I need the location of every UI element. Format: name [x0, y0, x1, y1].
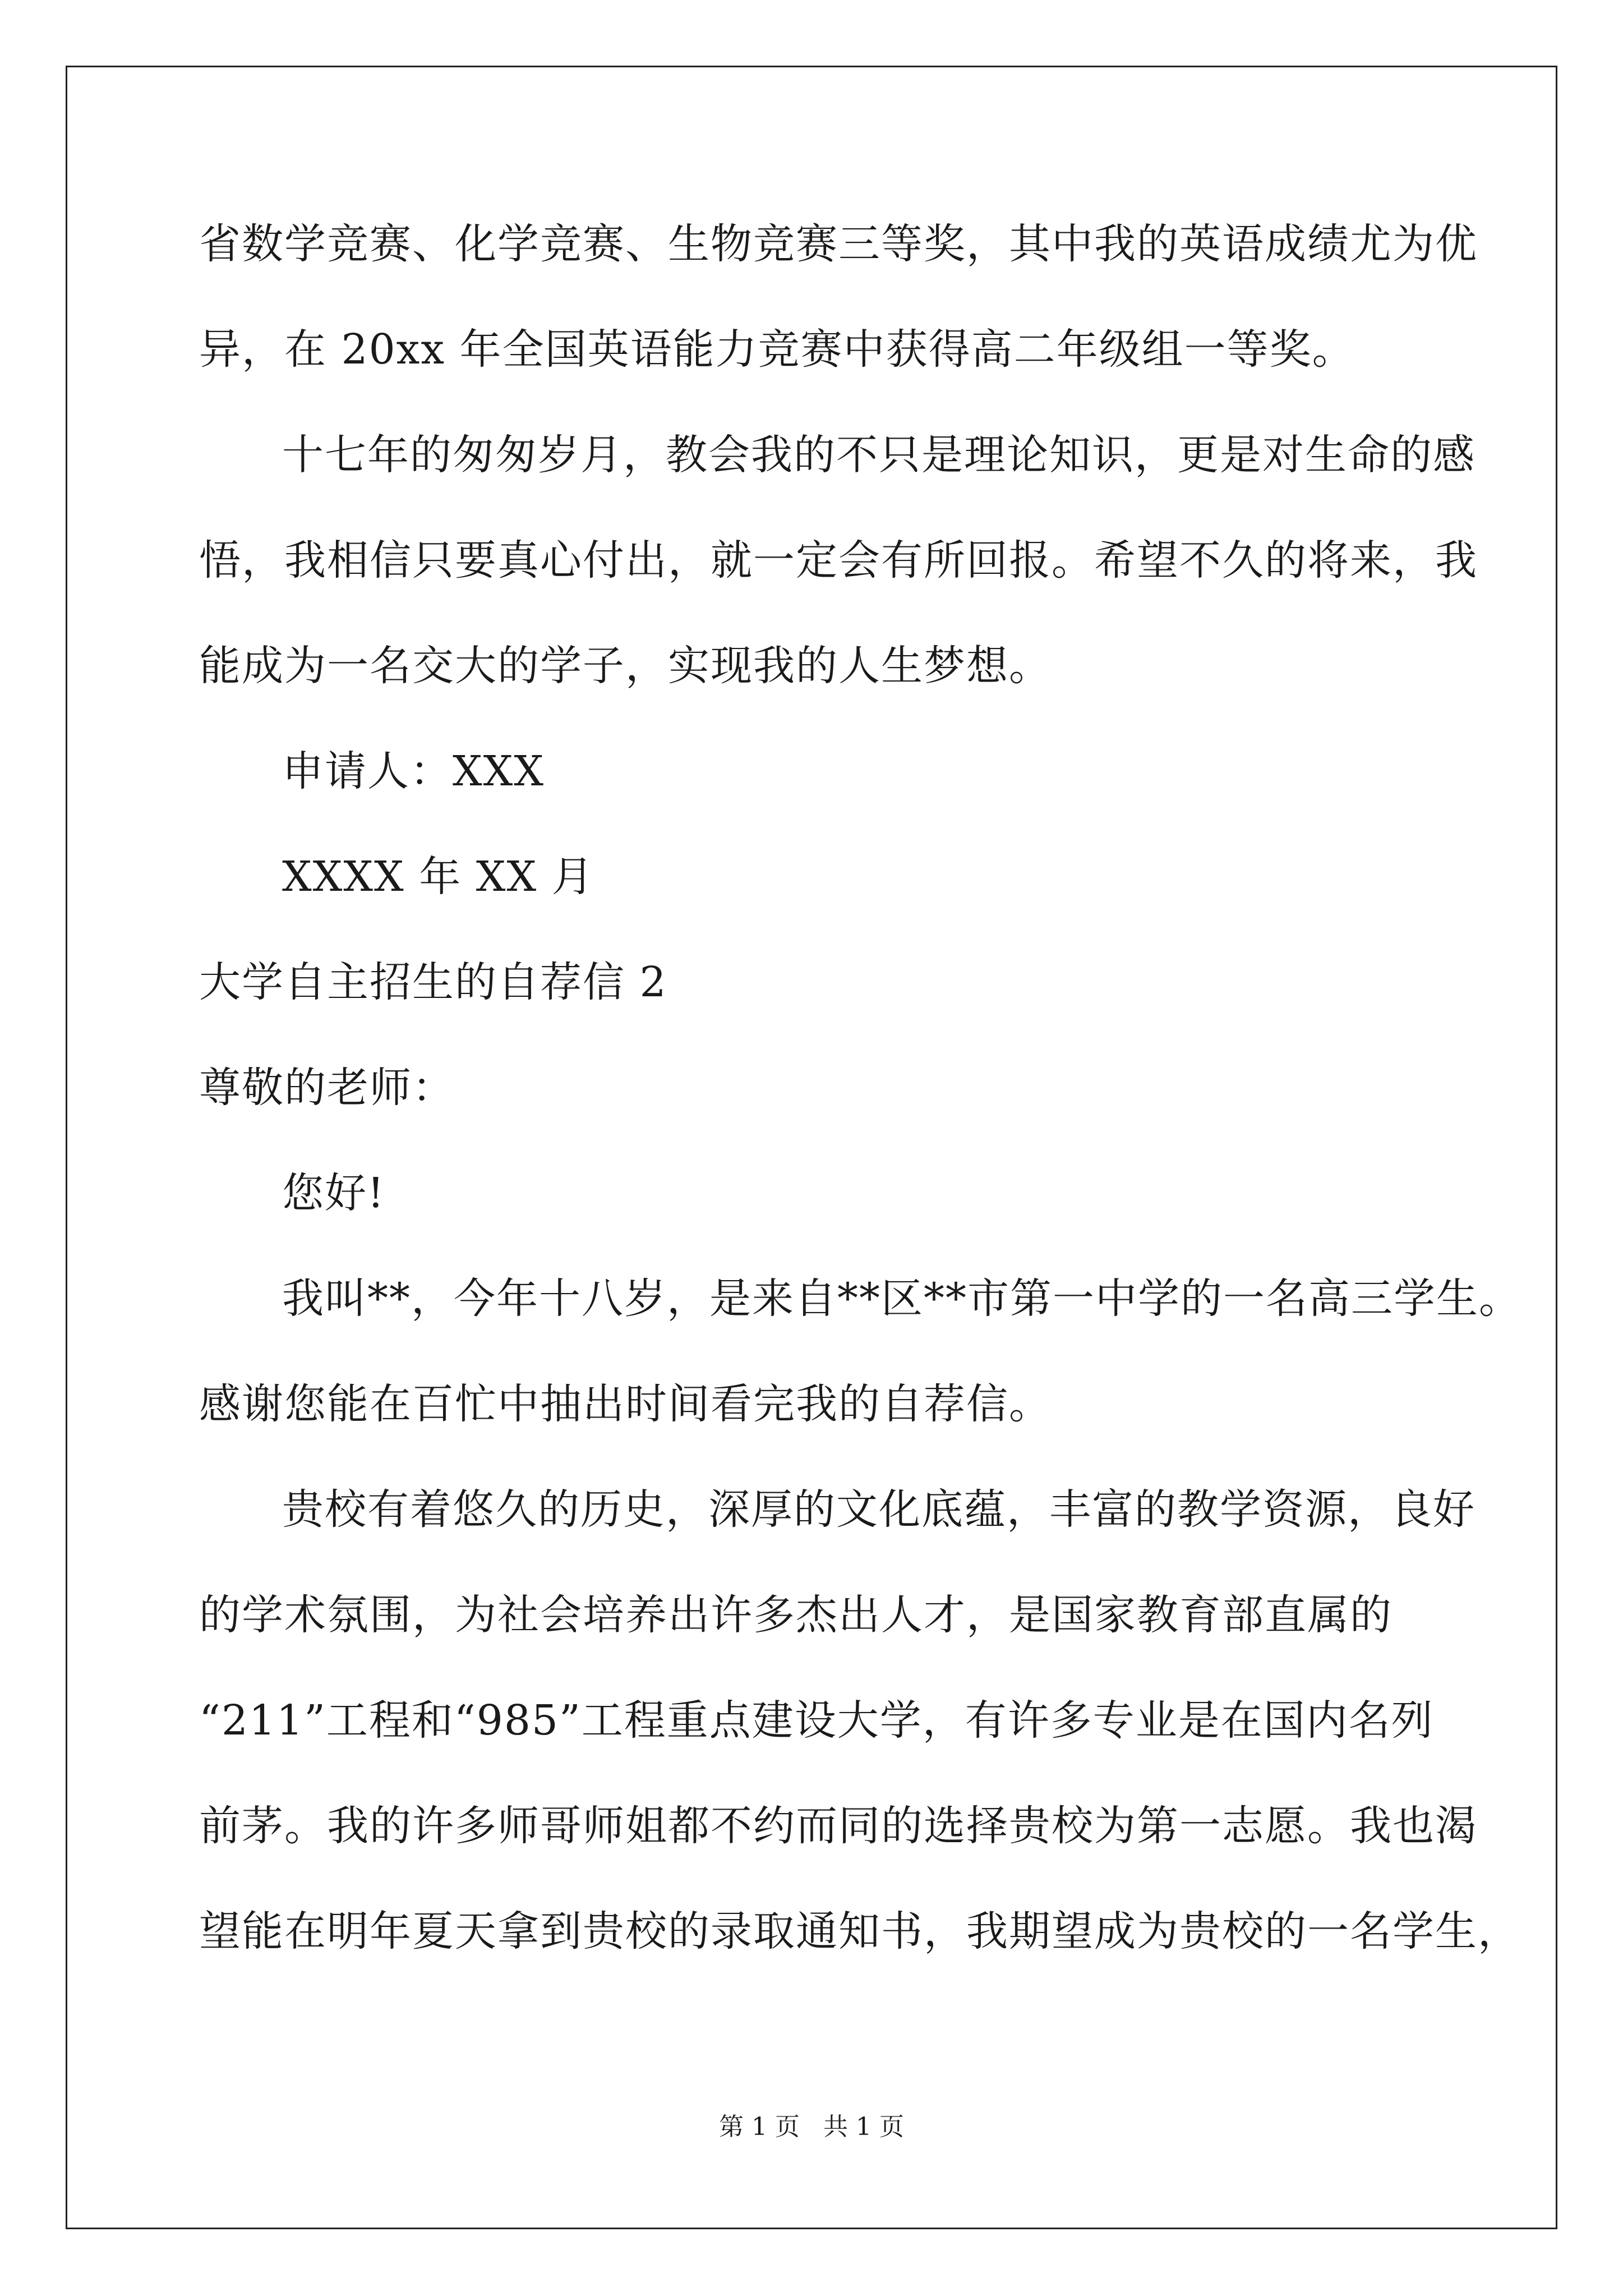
text-line: 能成为一名交大的学子，实现我的人生梦想。: [199, 642, 1052, 690]
salutation: 尊敬的老师：: [199, 1064, 455, 1112]
page-footer: 第 1 页 共 1 页: [719, 2113, 904, 2141]
text-line: 贵校有着悠久的历史，深厚的文化底蕴，丰富的教学资源，良好: [282, 1485, 1476, 1534]
text-line: 省数学竞赛、化学竞赛、生物竞赛三等奖，其中我的英语成绩尤为优: [199, 220, 1478, 268]
date-line: XXXX 年 XX 月: [282, 853, 594, 901]
text-line: 的学术氛围，为社会培养出许多杰出人才，是国家教育部直属的: [199, 1591, 1393, 1639]
text-line: “211”工程和“985”工程重点建设大学，有许多专业是在国内名列: [199, 1696, 1434, 1745]
document-body: [199, 213, 1521, 2006]
text-line: 我叫**，今年十八岁，是来自**区**市第一中学的一名高三学生。: [282, 1274, 1521, 1323]
text-line: 十七年的匆匆岁月，教会我的不只是理论知识，更是对生命的感: [282, 431, 1476, 479]
greeting: 您好!: [282, 1169, 385, 1217]
text-line: 悟，我相信只要真心付出，就一定会有所回报。希望不久的将来，我: [199, 536, 1478, 585]
text-line: 感谢您能在百忙中抽出时间看完我的自荐信。: [199, 1380, 1052, 1428]
text-line: 前茅。我的许多师哥师姐都不约而同的选择贵校为第一志愿。我也渴: [199, 1802, 1478, 1850]
text-line: 异，在 20xx 年全国英语能力竞赛中获得高二年级组一等奖。: [199, 325, 1355, 374]
letter-heading: 大学自主招生的自荐信 2: [199, 958, 667, 1006]
applicant-line: 申请人：XXX: [282, 747, 545, 795]
text-line: 望能在明年夏天拿到贵校的录取通知书，我期望成为贵校的一名学生，: [199, 1907, 1520, 1955]
